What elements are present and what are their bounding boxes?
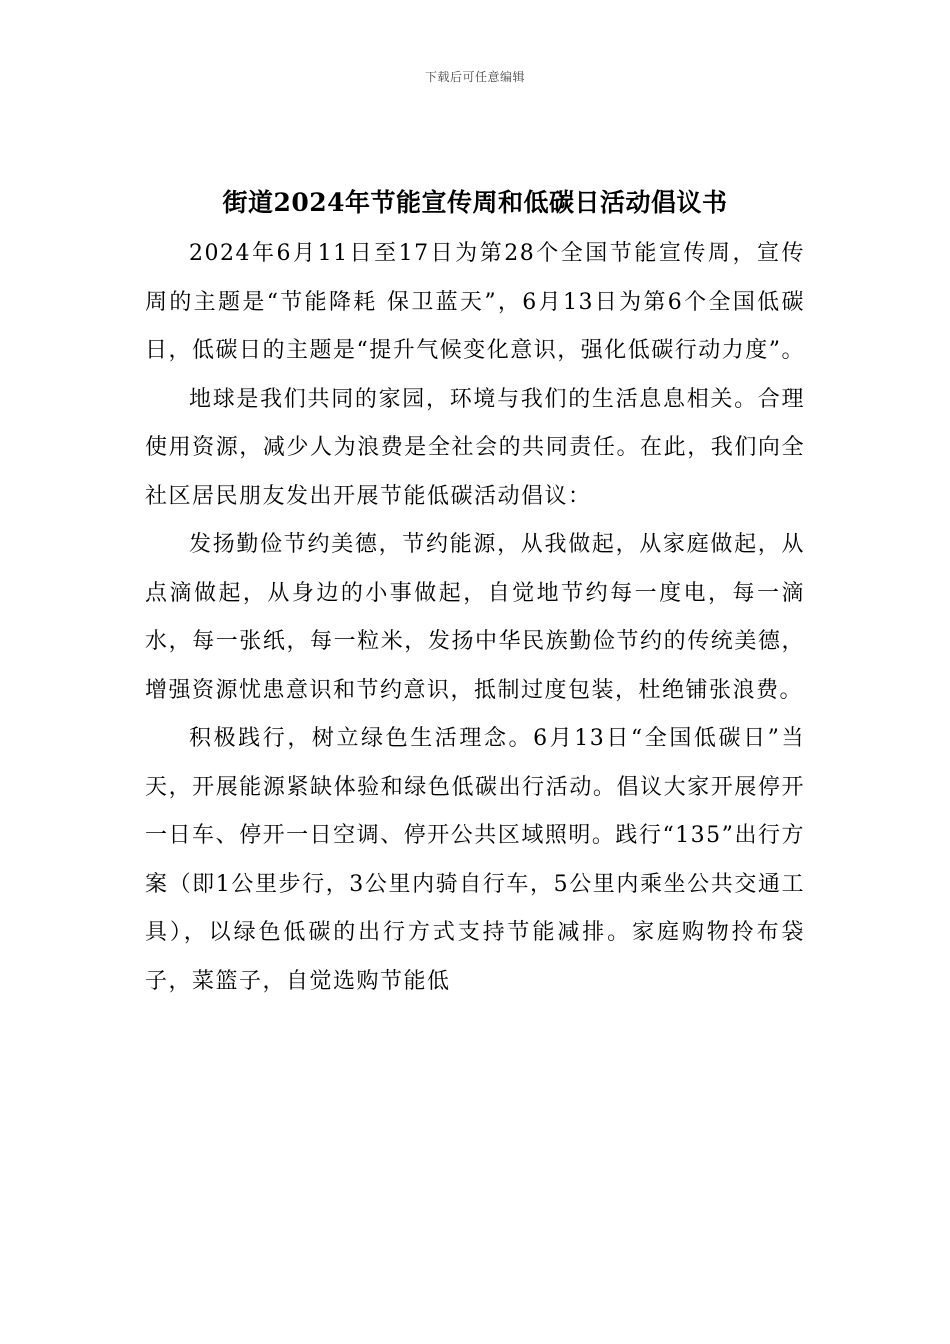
header-note: 下载后可任意编辑 [424,70,525,84]
paragraph: 地球是我们共同的家园，环境与我们的生活息息相关。合理使用资源，减少人为浪费是全社会的共同责任。在此，我们向全社区居民朋友发出开展节能低碳活动倡议： [145,386,805,509]
document-title: 街道2024年节能宣传周和低碳日活动倡议书 [222,188,728,217]
paragraph: 积极践行，树立绿色生活理念。6月13日“全国低碳日”当天，开展能源紧缺体验和绿色低碳出行活动。倡议大家开展停开一日车、停开一日空调、停开公共区域照明。践行“135”出行方案（即1公里步行，3公里内骑自行车，5公里内乘坐公共交通工具），以绿色低碳的出行方式支持节能减排。家庭购物拎布袋子，菜篮子，自觉选购节能低 [145,726,805,994]
paragraph: 2024年6月11日至17日为第28个全国节能宣传周，宣传周的主题是“节能降耗 保卫蓝天”，6月13日为第6个全国低碳日，低碳日的主题是“提升气候变化意识，强化低碳行动力度”。 [145,241,805,363]
document-body [145,230,805,1006]
paragraph: 发扬勤俭节约美德，节约能源，从我做起，从家庭做起，从点滴做起，从身边的小事做起，自觉地节约每一度电，每一滴水，每一张纸，每一粒米，发扬中华民族勤俭节约的传统美德，增强资源忧患意识和节约意识，抵制过度包装，杜绝铺张浪费。 [145,532,805,703]
